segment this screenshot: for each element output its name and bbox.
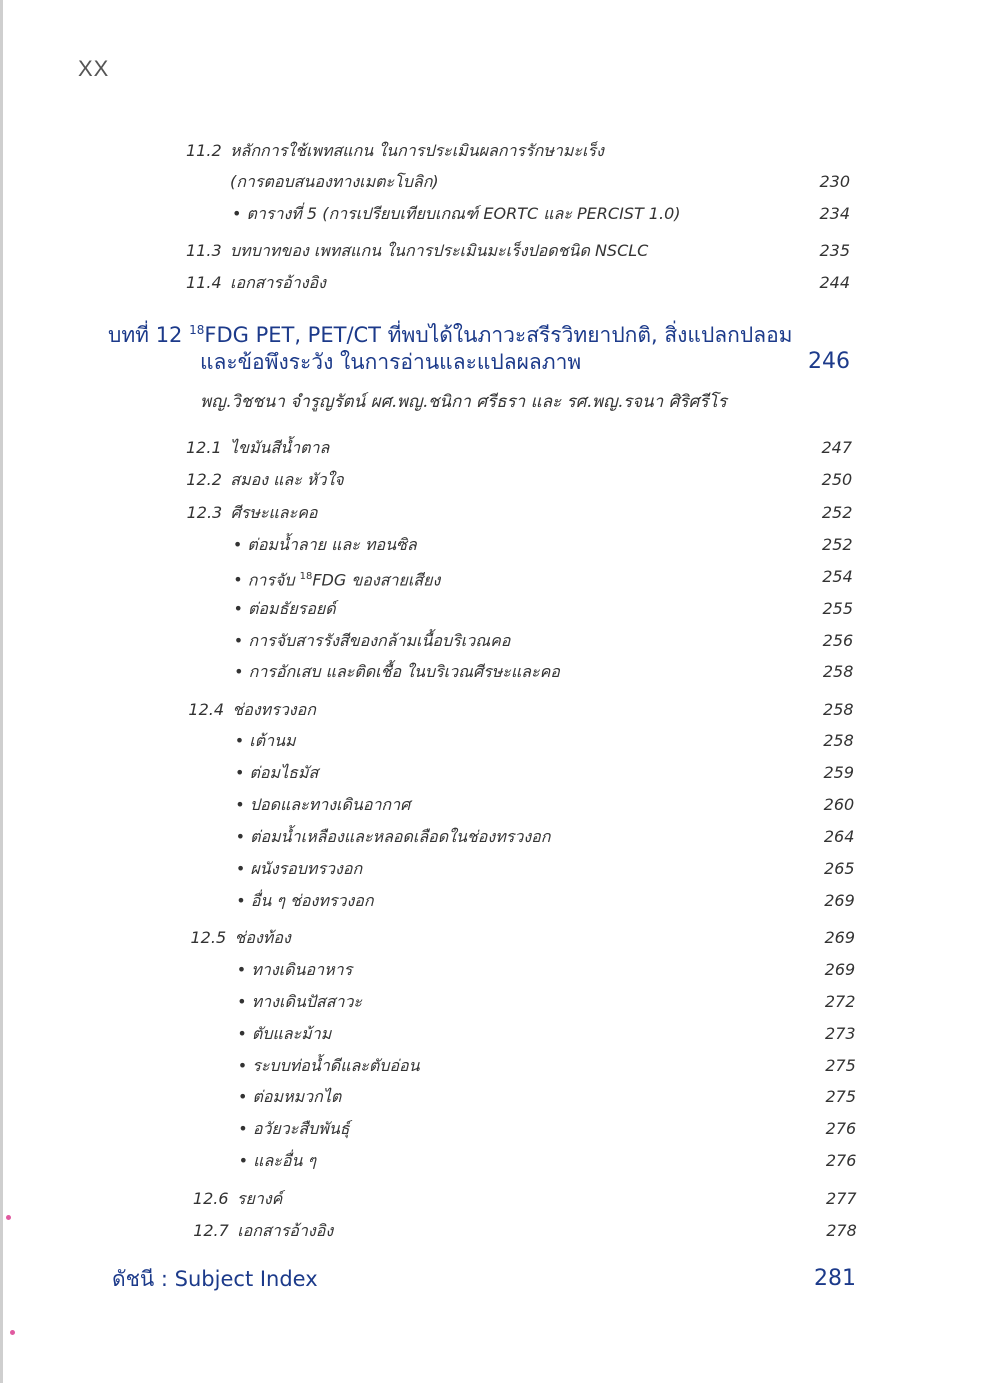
- toc-entry[interactable]: [193, 1189, 282, 1209]
- page-number: 273: [825, 1024, 856, 1043]
- ink-mark: [10, 1330, 15, 1335]
- entry-text: ศีรษะและคอ: [230, 503, 318, 522]
- toc-subentry[interactable]: [235, 795, 410, 815]
- subject-index-page: 281: [814, 1266, 856, 1291]
- page-number: 230: [819, 172, 850, 191]
- entry-text: ช่องท้อง: [234, 928, 291, 947]
- page-number: 264: [823, 827, 855, 846]
- entry-text: ทางเดินอาหาร: [251, 960, 353, 979]
- chapter-12-title[interactable]: บทที่ 12 $^{18}$FDG PET, PET/CT ที่พบได้ในภาวะสรีรวิทยาปกติ, สิ่งแปลกปลอม: [108, 323, 793, 347]
- entry-text: สมอง และ หัวใจ: [230, 470, 344, 489]
- toc-subentry[interactable]: [233, 567, 440, 590]
- entry-text-prefix: การจับ: [247, 570, 300, 590]
- toc-subentry[interactable]: [238, 1119, 349, 1139]
- page-number: 276: [825, 1151, 857, 1170]
- page-number: 235: [819, 241, 850, 260]
- entry-text: รยางค์: [236, 1189, 283, 1208]
- entry-number: 12.7: [193, 1221, 229, 1240]
- toc-subentry[interactable]: [238, 1087, 341, 1107]
- subject-index-title[interactable]: ดัชนี : Subject Index: [112, 1267, 318, 1291]
- entry-number: 12.4: [188, 700, 225, 719]
- page-number: 259: [823, 763, 854, 782]
- page-number: 234: [819, 204, 850, 223]
- page-number: 255: [822, 599, 853, 618]
- entry-number: 12.2: [186, 470, 222, 489]
- toc-entry[interactable]: [191, 928, 291, 948]
- toc-entry[interactable]: [187, 503, 318, 523]
- entry-number: 12.5: [190, 928, 227, 947]
- entry-text: ต่อมไธมัส: [249, 763, 319, 782]
- entry-text: ปอดและทางเดินอากาศ: [249, 795, 411, 814]
- page-number: 247: [821, 438, 852, 457]
- toc-subentry-table-5[interactable]: • ตารางที่ 5 (การเปรียบเทียบเกณฑ์ EORTC และ PERCIST 1.0): [232, 204, 680, 224]
- page-number: 269: [824, 891, 855, 910]
- page-number: 258: [823, 700, 854, 719]
- page-number: 250: [821, 470, 853, 489]
- page-number: 252: [821, 503, 853, 522]
- toc-subentry[interactable]: [237, 960, 352, 980]
- toc-subentry[interactable]: [234, 662, 560, 682]
- entry-text: ต่อมน้ำเหลืองและหลอดเลือดในช่องทรวงอก: [250, 827, 551, 846]
- entry-text: เอกสารอ้างอิง: [237, 1221, 334, 1240]
- toc-subentry[interactable]: [236, 891, 373, 911]
- entry-text: ผนังรอบทรวงอก: [250, 859, 363, 878]
- toc-entry[interactable]: [186, 470, 343, 490]
- entry-text: และอื่น ๆ: [253, 1151, 317, 1170]
- entry-text: ต่อมหมวกไต: [252, 1087, 342, 1106]
- toc-entry[interactable]: [186, 438, 329, 458]
- page-edge: [0, 0, 3, 1383]
- entry-text: อื่น ๆ ช่องทรวงอก: [250, 891, 374, 910]
- entry-text: ตับและม้าม: [251, 1024, 332, 1043]
- entry-text: ไขมันสีน้ำตาล: [230, 438, 330, 457]
- page-roman-numeral: XX: [78, 56, 110, 81]
- page-number: 278: [826, 1221, 857, 1240]
- page-number: 244: [819, 273, 850, 292]
- toc-entry-11-2-cont[interactable]: (การตอบสนองทางเมตะโบลิก): [230, 172, 439, 191]
- toc-entry[interactable]: [193, 1221, 333, 1241]
- chapter-12-authors: พญ.วิชชนา จำรูญรัตน์ ผศ.พญ.ชนิกา ศรีธรา และ รศ.พญ.รจนา ศิริศรีโร: [200, 392, 727, 412]
- entry-number: 12.3: [186, 503, 223, 522]
- toc-subentry[interactable]: [238, 1056, 420, 1076]
- page-number: 258: [822, 662, 854, 681]
- toc-subentry[interactable]: [234, 631, 511, 651]
- entry-number: 12.1: [186, 438, 222, 457]
- entry-superscript: 18: [299, 571, 313, 582]
- page-number: 269: [824, 928, 855, 947]
- page-number: 276: [825, 1119, 857, 1138]
- entry-text: FDG ของสายเสียง: [312, 570, 441, 590]
- page-number: 258: [823, 731, 854, 750]
- toc-subentry[interactable]: [237, 992, 362, 1012]
- entry-text: ต่อมน้ำลาย และ ทอนซิล: [247, 535, 417, 554]
- toc-entry-11-2[interactable]: 11.2 หลักการใช้เพทสแกน ในการประเมินผลการรักษามะเร็ง: [186, 141, 604, 160]
- page-number: 275: [825, 1056, 856, 1075]
- toc-subentry[interactable]: [237, 1024, 331, 1044]
- entry-text: ต่อมธัยรอยด์: [248, 599, 336, 618]
- toc-entry-11-4[interactable]: 11.4 เอกสารอ้างอิง: [186, 273, 326, 292]
- toc-subentry[interactable]: [239, 1151, 316, 1171]
- entry-text: ช่องทรวงอก: [232, 700, 316, 719]
- toc-entry[interactable]: [188, 700, 316, 720]
- page-number: 272: [824, 992, 856, 1011]
- entry-text: การอักเสบ และติดเชื้อ ในบริเวณศีรษะและคอ: [248, 662, 560, 681]
- page-number: 275: [825, 1087, 856, 1106]
- page-number: 254: [822, 567, 853, 586]
- entry-text: อวัยวะสืบพันธุ์: [252, 1119, 350, 1138]
- toc-subentry[interactable]: [235, 731, 296, 751]
- toc-subentry[interactable]: [236, 827, 551, 847]
- toc-subentry[interactable]: [233, 535, 417, 555]
- entry-number: 12.6: [192, 1189, 229, 1208]
- toc-entry-11-3[interactable]: 11.3 บทบาทของ เพทสแกน ในการประเมินมะเร็งปอดชนิด NSCLC: [186, 241, 649, 260]
- toc-subentry[interactable]: [234, 599, 336, 619]
- entry-text: เต้านม: [249, 731, 296, 750]
- chapter-12-page: 246: [808, 349, 850, 374]
- entry-text: การจับสารรังสีของกล้ามเนื้อบริเวณคอ: [248, 631, 511, 650]
- toc-subentry[interactable]: [236, 859, 362, 879]
- entry-text: ระบบท่อน้ำดีและตับอ่อน: [252, 1056, 420, 1075]
- page-number: 265: [824, 859, 855, 878]
- ink-mark: [6, 1215, 11, 1220]
- chapter-12-title-line2[interactable]: และข้อพึงระวัง ในการอ่านและแปลผลภาพ: [200, 350, 582, 374]
- page-number: 277: [826, 1189, 857, 1208]
- page-number: 269: [824, 960, 856, 979]
- page-number: 256: [822, 631, 854, 650]
- entry-text: ทางเดินปัสสาวะ: [251, 992, 363, 1011]
- toc-subentry[interactable]: [235, 763, 318, 783]
- page-number: 252: [822, 535, 853, 554]
- page-number: 260: [823, 795, 855, 814]
